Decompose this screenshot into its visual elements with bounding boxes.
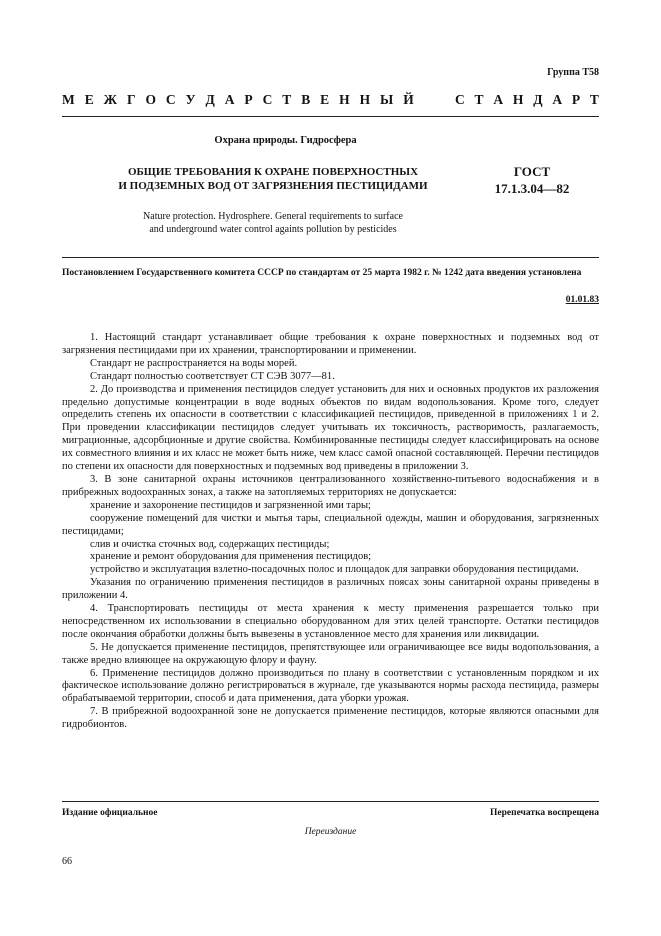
banner-letter: Н <box>512 92 524 107</box>
body-paragraph: сооружение помещений для чистки и мытья тары, специальной одежды, машин и оборудования, загрязненных пестицидами; <box>62 512 599 537</box>
banner-letter: Е <box>84 92 94 107</box>
banner-letter: О <box>145 92 156 107</box>
banner-letter: Т <box>474 92 484 107</box>
official-edition-label: Издание официальное <box>62 808 158 818</box>
gost-designation <box>472 163 592 197</box>
body-paragraph: 7. В прибрежной водоохранной зоне не допускается применение пестицидов, которые являются опасными для гидробионтов. <box>62 706 599 731</box>
banner-letter: В <box>301 92 311 107</box>
body-paragraph: 4. Транспортировать пестициды от места хранения к месту применения разрешается только при непосредственном их использовании в специально оборудованном для этих целей транспорте. Остатки пестицидов после окончания обработки должны быть вывезены в установленное место для хранения или ликвидации. <box>62 603 599 640</box>
banner-letter: С <box>455 92 465 107</box>
banner-letter: Н <box>339 92 350 107</box>
body-paragraph: хранение и ремонт оборудования для применения пестицидов; <box>90 551 372 563</box>
banner-letter: С <box>165 92 176 107</box>
body-paragraph: 2. До производства и применения пестицидов следует установить для них и основных продуктов их разложения предельно допустимые концентрации в воде водных объектов по видам водопользования. Кроме того, следует определить степень их опасности в соответствии с классификацией пестицидов, приведенной в приложениях 1 и 2. При проведении классификации пестицидов следует учитывать их токсичность, растворимость, разлагаемость, миграционные, адсорбционные и другие свойства. Комбинированные пестициды следует классифицировать на основе их совместного влияния и их класс не может быть ниже, чем класс самой опасной составляющей. Перечни пестицидов по степени их опасности для поверхностных и подземных вод приведены в приложении 3. <box>62 383 599 473</box>
banner-letter: Р <box>571 92 581 107</box>
body-paragraph: 3. В зоне санитарной охраны источников централизованного хозяйственно-питьевого водоснабжения и в прибрежных водоохранных зонах, а также на затопляемых территориях не допускается: <box>62 473 599 498</box>
effective-date: 01.01.83 <box>565 295 599 305</box>
banner-letter: Д <box>533 92 543 107</box>
body-paragraph: хранение и захоронение пестицидов и загрязненной ими тары; <box>90 499 371 511</box>
footer-rule <box>62 801 599 802</box>
reprint-prohibited-label: Перепечатка воспрещена <box>489 808 599 818</box>
english-title-line-1: Nature protection. Hydrosphere. General requirements to surface <box>143 211 403 222</box>
body-paragraph: Указания по ограничению применения пестицидов в различных поясах зоны санитарной охраны приведены в приложении 4. <box>62 577 599 602</box>
title-line-1: ОБЩИЕ ТРЕБОВАНИЯ К ОХРАНЕ ПОВЕРХНОСТНЫХ <box>127 166 419 178</box>
group-code: Группа Т58 <box>547 67 599 78</box>
banner-letter: Н <box>359 92 371 107</box>
body-paragraph: Стандарт полностью соответствует СТ СЭВ 3077—81. <box>90 370 335 382</box>
standard-banner <box>62 91 599 109</box>
banner-letter: А <box>224 92 235 107</box>
banner-letter: Р <box>244 92 253 107</box>
document-title <box>62 165 462 193</box>
banner-letter: М <box>62 92 75 107</box>
english-title-line-2: and underground water control againts pollution by pesticides <box>149 224 397 235</box>
banner-letter: Т <box>589 92 599 107</box>
banner-letter: А <box>493 92 504 107</box>
body-paragraph: слив и очистка сточных вод, содержащих пестициды; <box>90 538 330 550</box>
banner-letter: Т <box>282 92 292 107</box>
banner-word-interstate <box>62 92 414 108</box>
title-rule <box>62 257 599 258</box>
body-paragraph: устройство и эксплуатация взлетно-посадочных полос и площадок для заправки оборудования пестицидами. <box>90 564 579 576</box>
page-number: 66 <box>62 856 72 867</box>
body-paragraph: Стандарт не распространяется на воды морей. <box>90 357 298 369</box>
english-title <box>62 210 462 236</box>
header-rule <box>62 116 599 117</box>
body-paragraph: 5. Не допускается применение пестицидов, препятствующее или ограничивающее все виды водопользования, а также вредно влияющее на окружающую флору и фауну. <box>62 641 599 666</box>
banner-word-standard <box>455 92 599 108</box>
reissue-label: Переиздание <box>304 827 357 837</box>
body-paragraph: 6. Применение пестицидов должно производиться по плану в соответствии с установленным порядком и их фактическое использование должно регистрироваться в журнале, где указываются нормы расхода пестицида, размеры обрабатываемой территории, способ и дата применения, дата уборки урожая. <box>62 667 599 705</box>
title-line-2: И ПОДЗЕМНЫХ ВОД ОТ ЗАГРЯЗНЕНИЯ ПЕСТИЦИДАМИ <box>118 180 428 192</box>
banner-letter: Ж <box>103 92 117 107</box>
banner-letter: Й <box>403 92 414 107</box>
banner-letter: Д <box>205 92 215 107</box>
document-body <box>62 332 599 732</box>
banner-letter: Е <box>320 92 330 107</box>
decree-text: Постановлением Государственного комитета СССР по стандартам от 25 марта 1982 г. № 1242 дата введения установлена <box>62 268 582 278</box>
banner-letter: Ы <box>380 92 394 107</box>
gost-label: ГОСТ <box>513 164 551 179</box>
body-paragraph: 1. Настоящий стандарт устанавливает общие требования к охране поверхностных и подземных вод от загрязнения пестицидами при их хранении, транспортировании и применении. <box>62 332 599 356</box>
banner-letter: А <box>552 92 563 107</box>
document-subject: Охрана природы. Гидросфера <box>214 135 357 146</box>
banner-letter: С <box>262 92 273 107</box>
gost-number: 17.1.3.04—82 <box>494 181 570 196</box>
banner-letter: Г <box>126 92 136 107</box>
banner-letter: У <box>185 92 196 107</box>
